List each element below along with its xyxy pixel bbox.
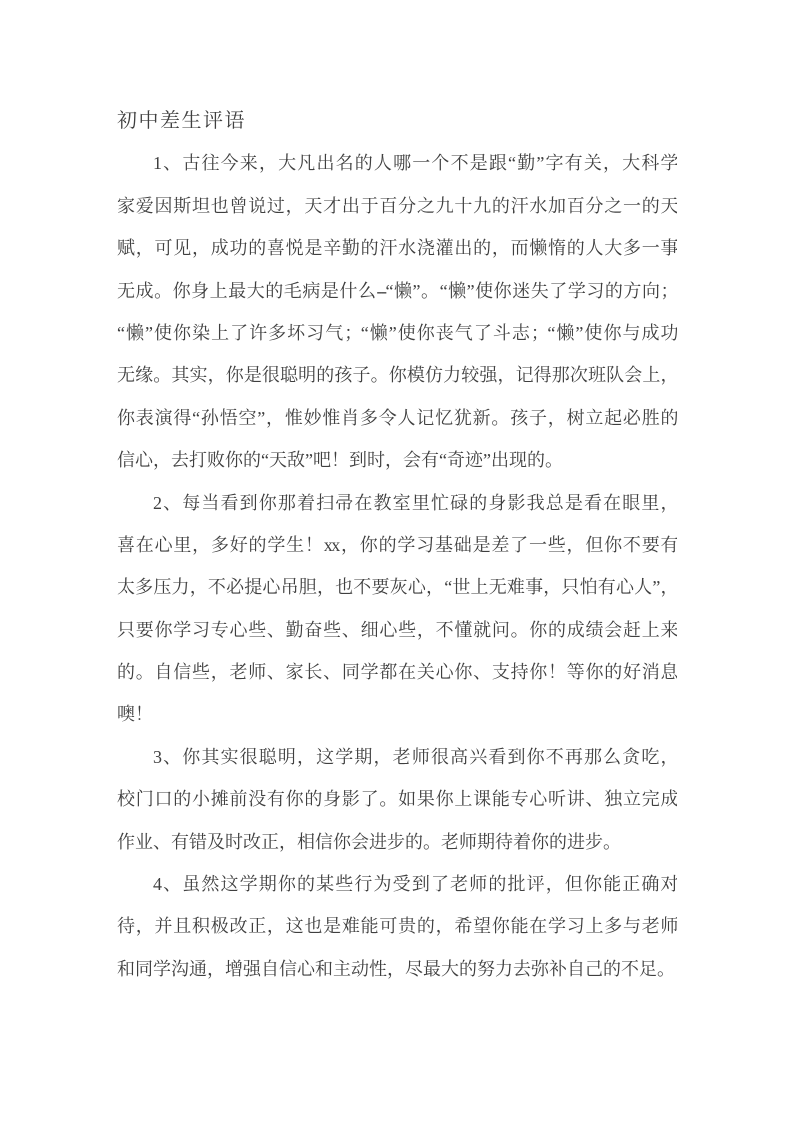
text-line: 4、虽然这学期你的某些行为受到了老师的批评，但你能正确对 (153, 874, 677, 895)
document-body (117, 142, 677, 990)
text-line: 只要你学习专心些、勤奋些、细心些，不懂就问。你的成绩会赶上来 (117, 619, 677, 640)
text-line: 太多压力，不必提心吊胆，也不要灰心，“世上无难事，只怕有心人”， (117, 577, 677, 598)
text-line: 的。自信些，老师、家长、同学都在关心你、支持你！等你的好消息 (117, 662, 677, 683)
document-title: 初中差生评语 (117, 110, 246, 132)
text-line: 你表演得“孙悟空”，惟妙惟肖多令人记忆犹新。孩子，树立起必胜的 (117, 407, 677, 428)
text-line: 喜在心里，多好的学生！xx，你的学习基础是差了一些，但你不要有 (117, 534, 677, 555)
text-line: 噢！ (117, 704, 153, 725)
text-line: “懒”使你染上了许多坏习气；“懒”使你丧气了斗志；“懒”使你与成功 (117, 322, 677, 343)
paragraph (117, 736, 677, 863)
text-line: 1、古往今来，大凡出名的人哪一个不是跟“勤”字有关，大科学 (153, 153, 677, 174)
text-line: 无成。你身上最大的毛病是什么--“懒”。“懒”使你迷失了学习的方向； (117, 280, 677, 301)
text-line: 校门口的小摊前没有你的身影了。如果你上课能专心听讲、独立完成 (117, 789, 677, 810)
text-line: 作业、有错及时改正，相信你会进步的。老师期待着你的进步。 (117, 831, 621, 852)
paragraph (117, 482, 677, 736)
text-line: 赋，可见，成功的喜悦是辛勤的汗水浇灌出的，而懒惰的人大多一事 (117, 238, 677, 259)
text-line: 信心，去打败你的“天敌”吧！到时，会有“奇迹”出现的。 (117, 450, 563, 471)
text-line: 3、你其实很聪明，这学期，老师很高兴看到你不再那么贪吃， (153, 746, 677, 767)
text-line: 无缘。其实，你是很聪明的孩子。你模仿力较强，记得那次班队会上， (117, 365, 677, 386)
paragraph (117, 142, 677, 481)
text-line: 2、每当看到你那着扫帚在教室里忙碌的身影我总是看在眼里， (153, 492, 677, 513)
text-line: 待，并且积极改正，这也是难能可贵的，希望你能在学习上多与老师 (117, 916, 677, 937)
text-line: 和同学沟通，增强自信心和主动性，尽最大的努力去弥补自己的不足。 (117, 958, 675, 979)
text-line: 家爱因斯坦也曾说过，天才出于百分之九十九的汗水加百分之一的天 (117, 195, 677, 216)
paragraph (117, 863, 677, 990)
